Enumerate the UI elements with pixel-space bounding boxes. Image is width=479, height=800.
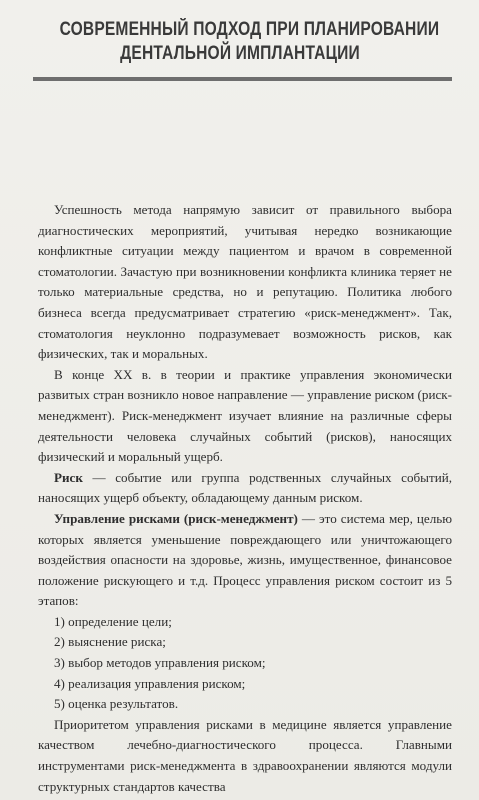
page-title: [59, 18, 440, 66]
list-item: 3) выбор методов управления риском;: [54, 655, 266, 671]
term-risk: Риск: [54, 469, 83, 485]
list-item: 4) реализация управления риском;: [54, 675, 246, 691]
title-underline: [33, 77, 452, 81]
paragraph-2: В конце XX в. в теории и практике управления экономически развитых стран возникло новое направление — управление риском (риск-менеджмент). Риск-менеджмент изучает влияние на различные сферы деятельности человека случайных событий (рисков), наносящих физический и моральный ущерб.: [38, 366, 452, 465]
paragraph-3: [38, 468, 452, 509]
paragraph-4: [38, 509, 452, 612]
term-risk-management: Управление рисками (риск-менеджмент): [54, 510, 298, 526]
risk-definition: — событие или группа родственных случайных событий, наносящих ущерб объекту, обладающему данным риском.: [38, 469, 452, 506]
title-line-2: ДЕНТАЛЬНОЙ ИМПЛАНТАЦИИ: [120, 43, 360, 64]
list-item: 2) выяснение риска;: [54, 634, 166, 650]
list-item: 1) определение цели;: [54, 613, 172, 629]
body-text: [38, 200, 452, 797]
risk-management-definition: — это система мер, целью которых является уменьшение повреждающего или уничтожающего воздействия опасности на здоровье, жизнь, имущественное, финансовое положение рискующего и т.д. Процесс управления риском состоит из 5 этапов:: [38, 510, 453, 609]
paragraph-5: Приоритетом управления рисками в медицине является управление качеством лечебно-диагностического процесса. Главными инструментами риск-менеджмента в здравоохранении являются модули структурных стандартов качества: [38, 716, 452, 794]
list-item: 5) оценка результатов.: [54, 696, 179, 712]
paragraph-1: Успешность метода напрямую зависит от правильного выбора диагностических мероприятий, учитывая нередко возникающие конфликтные ситуации между пациентом и врачом в современной стоматологии. Зачастую при возникновении конфликта клиника теряет не только материальные средства, но и репутацию. Политика любого бизнеса всегда предусматривает стратегию «риск-менеджмент». Так, стоматология неуклонно подразумевает возможность рисков, как физических, так и моральных.: [38, 202, 452, 362]
title-line-1: СОВРЕМЕННЫЙ ПОДХОД ПРИ ПЛАНИРОВАНИИ: [59, 19, 440, 40]
